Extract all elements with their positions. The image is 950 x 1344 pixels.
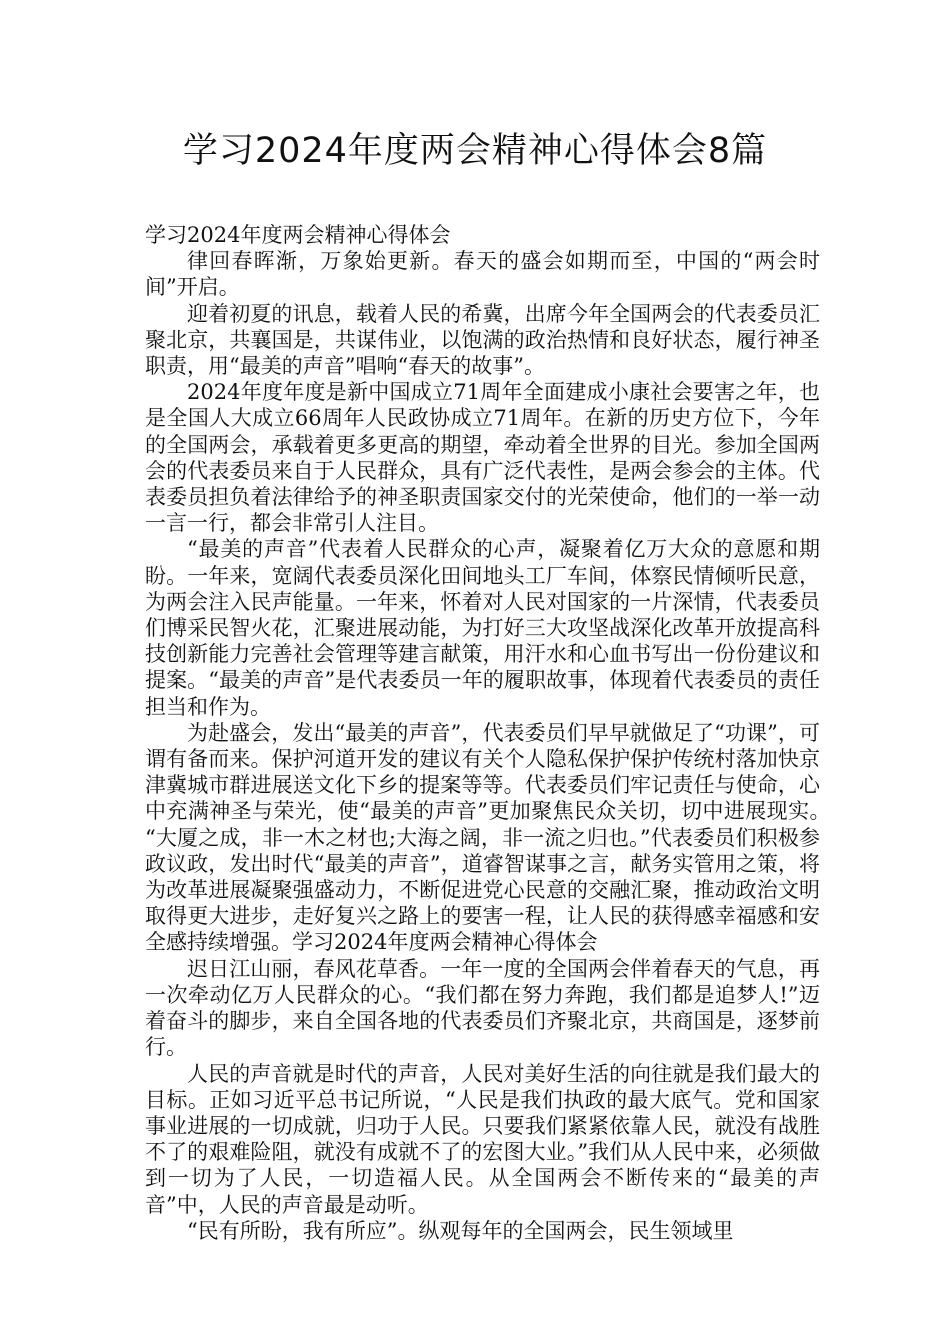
document-body xyxy=(145,222,862,1244)
paragraph-8: “民有所盼，我有所应”。纵观每年的全国两会，民生领域里 xyxy=(187,1218,734,1243)
paragraph-6: 迟日江山丽，春风花草香。一年一度的全国两会伴着春天的气息，再一次牵动亿万人民群众的心。“我们都在努力奔跑，我们都是追梦人!”迈着奋斗的脚步，来自全国各地的代表委员们齐聚北京，共商国是，逐梦前行。 xyxy=(145,956,820,1060)
paragraph-5: 为赴盛会，发出“最美的声音”，代表委员们早早就做足了“功课”，可谓有备而来。保护河道开发的建议有关个人隐私保护保护传统村落加快京津冀城市群进展送文化下乡的提案等等。代表委员们牢记责任与使命，心中充满神圣与荣光，使“最美的声音”更加聚焦民众关切，切中进展现实。 “大厦之成，非一木之材也;大海之阔，非一流之归也。”代表委员们积极参政议政，发出时代“最美的声音”，道睿智谋事之言，献务实管用之策，将为改革进展凝聚强盛动力，不断促进党心民意的交融汇聚，推动政治文明取得更大进步，走好复兴之路上的要害一程，让人民的获得感幸福感和安全感持续增强。学习2024年度两会精神心得体会 xyxy=(145,720,862,955)
paragraph-4: “最美的声音”代表着人民群众的心声，凝聚着亿万大众的意愿和期盼。一年来，宽阔代表委员深化田间地头工厂车间，体察民情倾听民意，为两会注入民声能量。一年来，怀着对人民对国家的一片深情，代表委员们博采民智火花，汇聚进展动能，为打好三大攻坚战深化改革开放提高科技创新能力完善社会管理等建言献策，用汗水和心血书写出一份份建议和提案。“最美的声音”是代表委员一年的履职故事，体现着代表委员的责任担当和作为。 xyxy=(145,537,820,719)
paragraph-3: 2024年度年度是新中国成立71周年全面建成小康社会要害之年，也是全国人大成立66周年人民政协成立71周年。在新的历史方位下，今年的全国两会，承载着更多更高的期望，牵动着全世界的目光。参加全国两会的代表委员来自于人民群众，具有广泛代表性，是两会参会的主体。代表委员担负着法律给予的神圣职责国家交付的光荣使命，他们的一举一动一言一行，都会非常引人注目。 xyxy=(145,380,820,536)
paragraph-2: 迎着初夏的讯息，载着人民的希冀，出席今年全国两会的代表委员汇聚北京，共襄国是，共谋伟业，以饱满的政治热情和良好状态，履行神圣职责，用“最美的声音”唱响“春天的故事”。 xyxy=(145,301,820,379)
section-heading: 学习2024年度两会精神心得体会 xyxy=(145,223,451,247)
document-title: 学习2024年度两会精神心得体会8篇 xyxy=(182,131,768,171)
paragraph-7: 人民的声音就是时代的声音，人民对美好生活的向往就是我们最大的目标。正如习近平总书记所说，“人民是我们执政的最大底气。党和国家事业进展的一切成就，归功于人民。只要我们紧紧依靠人民，就没有战胜不了的艰难险阻，就没有成就不了的宏图大业。”我们从人民中来，必须做到一切为了人民，一切造福人民。从全国两会不断传来的“最美的声音”中，人民的声音最是动听。 xyxy=(145,1061,820,1217)
paragraph-1: 律回春晖渐，万象始更新。春天的盛会如期而至，中国的“两会时间”开启。 xyxy=(145,249,820,300)
